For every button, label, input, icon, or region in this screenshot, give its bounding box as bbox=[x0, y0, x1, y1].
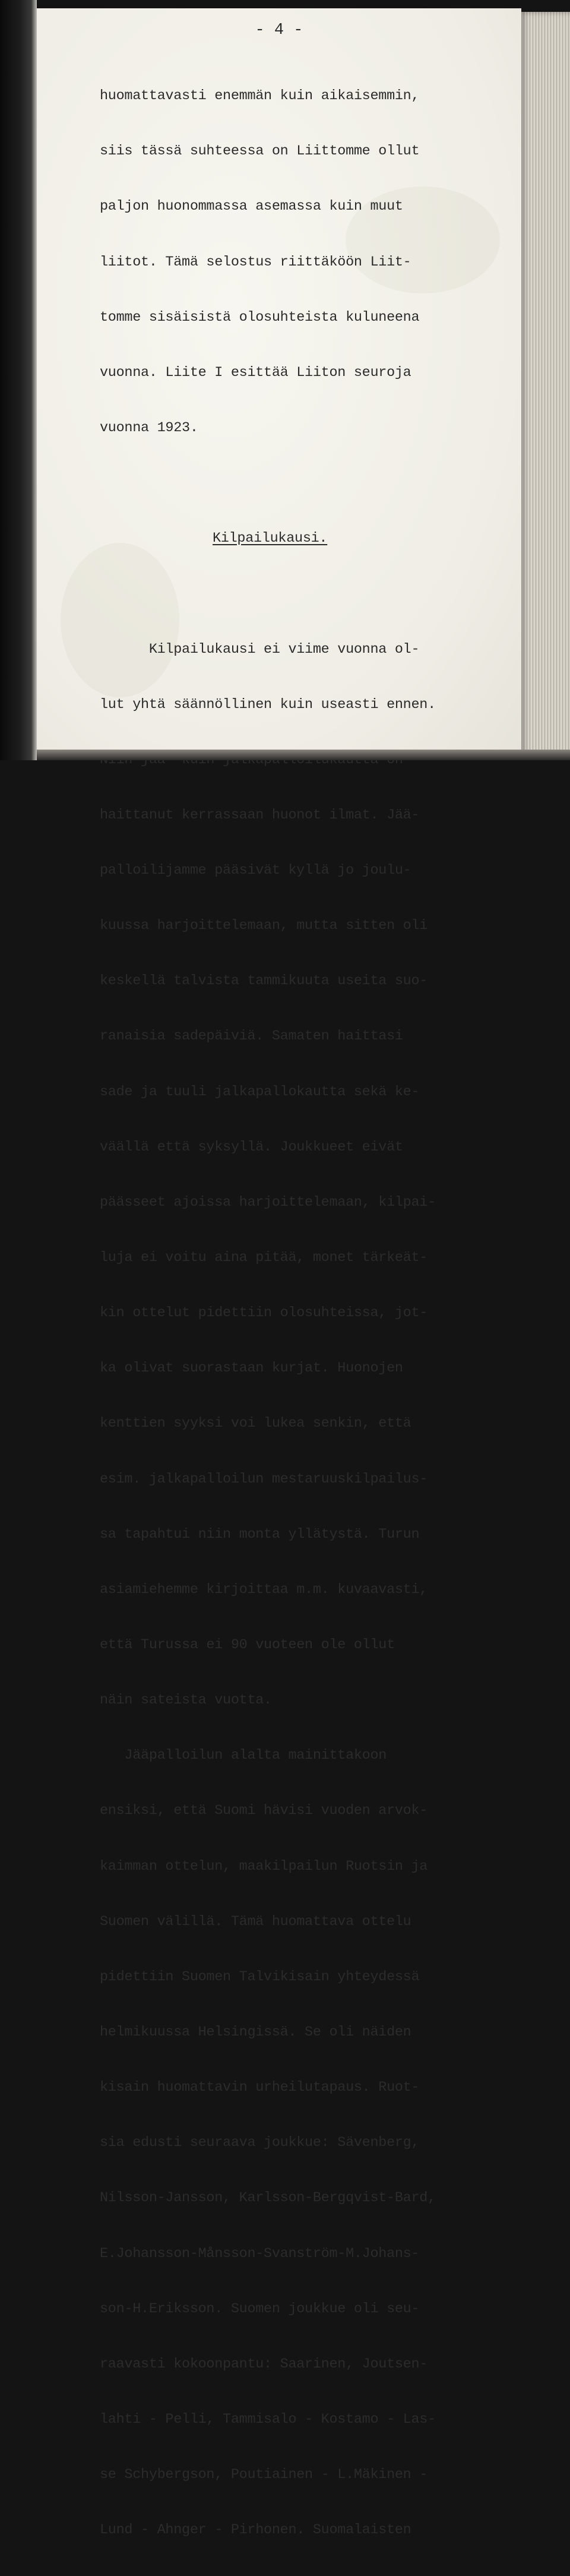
text-line: sia edusti seuraava joukkue: Sävenberg, bbox=[100, 2135, 420, 2151]
text-line: haittanut kerrassaan huonot ilmat. Jää- bbox=[100, 807, 420, 823]
text-line: luja ei voitu aina pitää, monet tärkeät- bbox=[100, 1250, 428, 1266]
text-line: vuonna. Liite I esittää Liiton seuroja bbox=[100, 364, 411, 381]
book-page-edges bbox=[519, 12, 570, 758]
blank-line bbox=[100, 584, 515, 603]
text-line: Jääpalloilun alalta mainittakoon bbox=[100, 1747, 387, 1764]
text-line: ranaisia sadepäiviä. Samaten haittasi bbox=[100, 1028, 403, 1045]
section-heading bbox=[100, 529, 515, 548]
text-line: Kilpailukausi ei viime vuonna ol- bbox=[100, 641, 420, 658]
text-line: son-H.Eriksson. Suomen joukkue oli seu- bbox=[100, 2300, 420, 2317]
text-line: ka olivat suorastaan kurjat. Huonojen bbox=[100, 1360, 403, 1377]
text-line: näin sateista vuotta. bbox=[100, 1692, 272, 1709]
document-page bbox=[37, 8, 521, 2539]
text-line: asiamiehemme kirjoittaa m.m. kuvaavasti, bbox=[100, 1581, 428, 1598]
text-line: se Schybergson, Poutiainen - L.Mäkinen - bbox=[100, 2467, 428, 2483]
text-line: päässeet ajoissa harjoittelemaan, kilpai- bbox=[100, 1194, 436, 1210]
text-line: raavasti kokoonpantu: Saarinen, Joutsen- bbox=[100, 2356, 428, 2372]
text-line: huomattavasti enemmän kuin aikaisemmin, bbox=[100, 88, 420, 105]
text-line: Nilsson-Jansson, Karlsson-Bergqvist-Bard, bbox=[100, 2190, 436, 2207]
text-line: ensiksi, että Suomi hävisi vuoden arvok- bbox=[100, 1803, 428, 1819]
book-gutter-shadow bbox=[0, 0, 37, 760]
text-line: sa tapahtui niin monta yllätystä. Turun bbox=[100, 1526, 420, 1543]
text-line: väällä että syksyllä. Joukkueet eivät bbox=[100, 1139, 403, 1155]
text-line: lahti - Pelli, Tammisalo - Kostamo - Las- bbox=[100, 2411, 436, 2428]
text-line: palloilijamme pääsivät kyllä jo joulu- bbox=[100, 862, 411, 879]
text-line: että Turussa ei 90 vuoteen ole ollut bbox=[100, 1637, 395, 1654]
text-line: liitot. Tämä selostus riittäköön Liit- bbox=[100, 254, 411, 270]
text-line: Suomen välillä. Tämä huomattava ottelu bbox=[100, 1913, 411, 1930]
text-line: kisain huomattavin urheilutapaus. Ruot- bbox=[100, 2079, 420, 2096]
section-heading-text: Kilpailukausi. bbox=[213, 530, 328, 547]
text-line: sade ja tuuli jalkapallokautta sekä ke- bbox=[100, 1083, 420, 1100]
text-line: keskellä talvista tammikuuta useita suo- bbox=[100, 973, 428, 990]
text-line: E.Johansson-Månsson-Svanström-M.Johans- bbox=[100, 2245, 420, 2262]
text-line: kuussa harjoittelemaan, mutta sitten oli bbox=[100, 918, 428, 934]
body-text bbox=[100, 50, 515, 2576]
text-line: siis tässä suhteessa on Liittomme ollut bbox=[100, 143, 420, 160]
text-line: esim. jalkapalloilun mestaruuskilpailus- bbox=[100, 1471, 428, 1487]
text-line: kenttien syyksi voi lukea senkin, että bbox=[100, 1415, 411, 1432]
text-line: kin ottelut pidettiin olosuhteissa, jot- bbox=[100, 1305, 428, 1322]
text-line: tomme sisäisistä olosuhteista kuluneena bbox=[100, 309, 420, 325]
text-line: pidettiin Suomen Talvikisain yhteydessä bbox=[100, 1968, 420, 1985]
text-line: helmikuussa Helsingissä. Se oli näiden bbox=[100, 2024, 411, 2041]
blank-line bbox=[100, 474, 515, 492]
text-line: vuonna 1923. bbox=[100, 419, 198, 436]
text-line: lut yhtä säännöllinen kuin useasti ennen. bbox=[100, 696, 436, 713]
page-number: - 4 - bbox=[255, 21, 303, 39]
page-bottom-shadow bbox=[37, 750, 570, 760]
text-line: kaimman ottelun, maakilpailun Ruotsin ja bbox=[100, 1858, 428, 1875]
text-line: paljon huonommassa asemassa kuin muut bbox=[100, 198, 403, 215]
text-line: Lund - Ahnger - Pirhonen. Suomalaisten bbox=[100, 2522, 411, 2539]
